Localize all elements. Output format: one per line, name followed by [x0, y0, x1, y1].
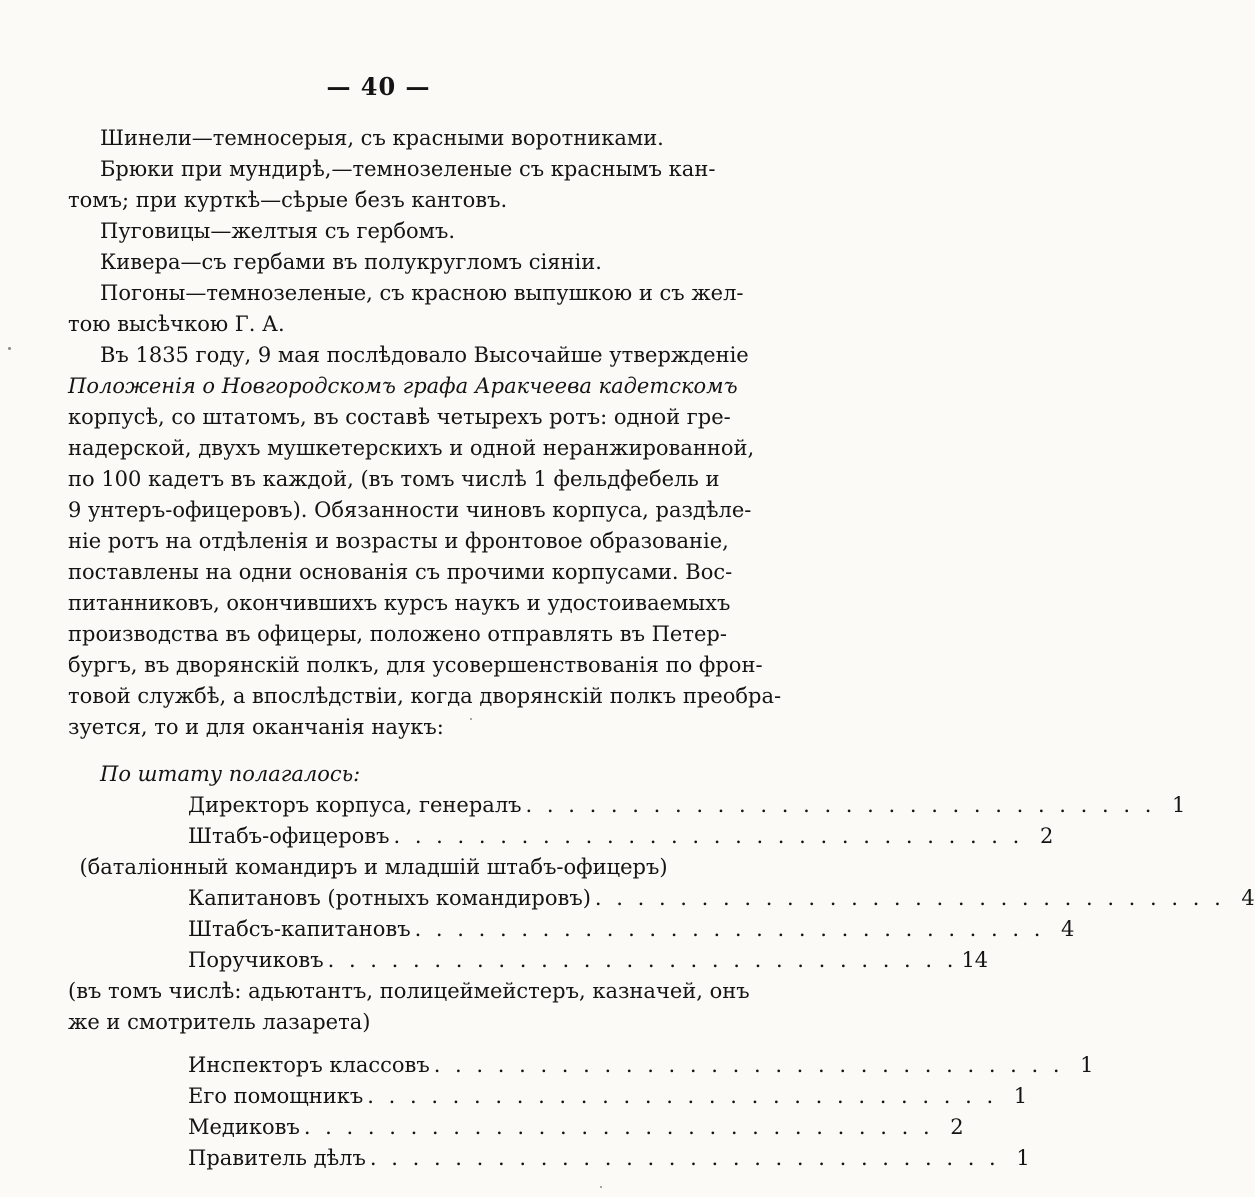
uniform-line-trousers: Брюки при мундирѣ,—темнозеленые съ краснымъ кан-	[100, 157, 716, 181]
note-line: же и смотритель лазарета)	[68, 1010, 371, 1034]
staff-list-1	[68, 790, 1186, 852]
staff-count: 1	[1080, 1053, 1094, 1077]
paragraph-line: корпусѣ, со штатомъ, въ составѣ четырехъ ротъ: одной гре-	[68, 405, 731, 429]
staff-row	[188, 1081, 1028, 1112]
staff-row	[188, 821, 1054, 852]
staff-row	[188, 1112, 964, 1143]
paragraph-line: 9 унтеръ-офицеровъ). Обязанности чиновъ корпуса, раздѣле-	[68, 498, 752, 522]
leader-dots	[591, 883, 1229, 914]
staff-row	[188, 1050, 1094, 1081]
paragraph-line: надерской, двухъ мушкетерскихъ и одной неранжированной,	[68, 436, 755, 460]
staff-rank: Штабсъ-капитановъ	[188, 917, 411, 941]
note-line: (въ томъ числѣ: адьютантъ, полицеймейстеръ, казначей, онъ	[68, 979, 750, 1003]
paragraph-line: товой службѣ, а впослѣдствіи, когда дворянскій полкъ преобра-	[68, 684, 782, 708]
staff-count: 1	[1013, 1084, 1028, 1108]
leader-dots	[522, 790, 1160, 821]
uniform-line-buttons: Пуговицы—желтыя съ гербомъ.	[100, 219, 456, 243]
staff-rank: Капитановъ (ротныхъ командировъ)	[188, 886, 591, 910]
uniform-line-jacket: томъ; при курткѣ—сѣрые безъ кантовъ.	[68, 188, 508, 212]
staff-count: 14	[961, 948, 989, 972]
staff-rank: Инспекторъ классовъ	[188, 1053, 430, 1077]
staff-heading: По штату полагалось:	[100, 762, 361, 786]
paragraph-line: по 100 кадетъ въ каждой, (въ томъ числѣ 1 фельдфебель и	[68, 467, 720, 491]
uniform-description	[68, 123, 744, 340]
staff-count: 2	[1039, 824, 1054, 848]
staff-note-2	[68, 976, 750, 1038]
staff-row	[188, 790, 1186, 821]
scan-speck	[8, 347, 11, 350]
staff-count: 2	[950, 1115, 964, 1139]
uniform-line-shoulder-straps-cont: тою высѣчкою Г. А.	[68, 312, 285, 336]
leader-dots	[300, 1112, 938, 1143]
paragraph-line: производства въ офицеры, положено отправлять въ Петер-	[68, 622, 727, 646]
staff-list-3	[68, 1050, 1094, 1174]
leader-dots	[389, 821, 1027, 852]
staff-rank: Правитель дѣлъ	[188, 1146, 366, 1170]
staff-count: 1	[1016, 1146, 1030, 1170]
paragraph-line: питанниковъ, окончившихъ курсъ наукъ и удостоиваемыхъ	[68, 591, 731, 615]
paragraph-line: зуется, то и для оканчанія наукъ:	[68, 715, 444, 739]
paragraph-line: ніе ротъ на отдѣленія и возрасты и фронтовое образованіе,	[68, 529, 729, 553]
uniform-line-shakos: Кивера—съ гербами въ полукругломъ сіяніи.	[100, 250, 602, 274]
main-paragraph	[68, 340, 782, 743]
staff-count: 4	[1241, 886, 1255, 910]
paragraph-line: Въ 1835 году, 9 мая послѣдовало Высочайше утвержденіе	[100, 343, 749, 367]
staff-count: 4	[1061, 917, 1075, 941]
staff-row	[188, 914, 1075, 945]
staff-rank: Штабъ-офицеровъ	[188, 824, 390, 848]
leader-dots	[430, 1050, 1068, 1081]
leader-dots	[324, 945, 962, 976]
paragraph-line: Положенія о Новгородскомъ графа Аракчеева кадетскомъ	[68, 374, 738, 398]
staff-count: 1	[1172, 793, 1186, 817]
staff-rank: Поручиковъ	[188, 948, 324, 972]
leader-dots	[363, 1081, 1001, 1112]
staff-row	[188, 1143, 1030, 1174]
staff-list-2	[68, 883, 1255, 976]
page-number: — 40 —	[326, 72, 431, 101]
staff-rank: Медиковъ	[188, 1115, 300, 1139]
scan-speck	[600, 1186, 602, 1188]
paragraph-line: поставлены на одни основанія съ прочими корпусами. Вос-	[68, 560, 733, 584]
uniform-line-overcoats: Шинели—темносерыя, съ красными воротниками.	[100, 126, 664, 150]
staff-row	[188, 883, 1255, 914]
staff-rank: Его помощникъ	[188, 1084, 364, 1108]
paragraph-line: бургъ, въ дворянскій полкъ, для усовершенствованія по фрон-	[68, 653, 763, 677]
uniform-line-shoulder-straps: Погоны—темнозеленые, съ красною выпушкою и съ жел-	[100, 281, 744, 305]
leader-dots	[411, 914, 1049, 945]
scan-speck	[470, 718, 472, 720]
staff-row	[188, 945, 989, 976]
staff-note-1: (баталіонный командиръ и младшій штабъ-офицеръ)	[79, 855, 668, 879]
staff-rank: Директоръ корпуса, генералъ	[188, 793, 522, 817]
leader-dots	[366, 1143, 1004, 1174]
